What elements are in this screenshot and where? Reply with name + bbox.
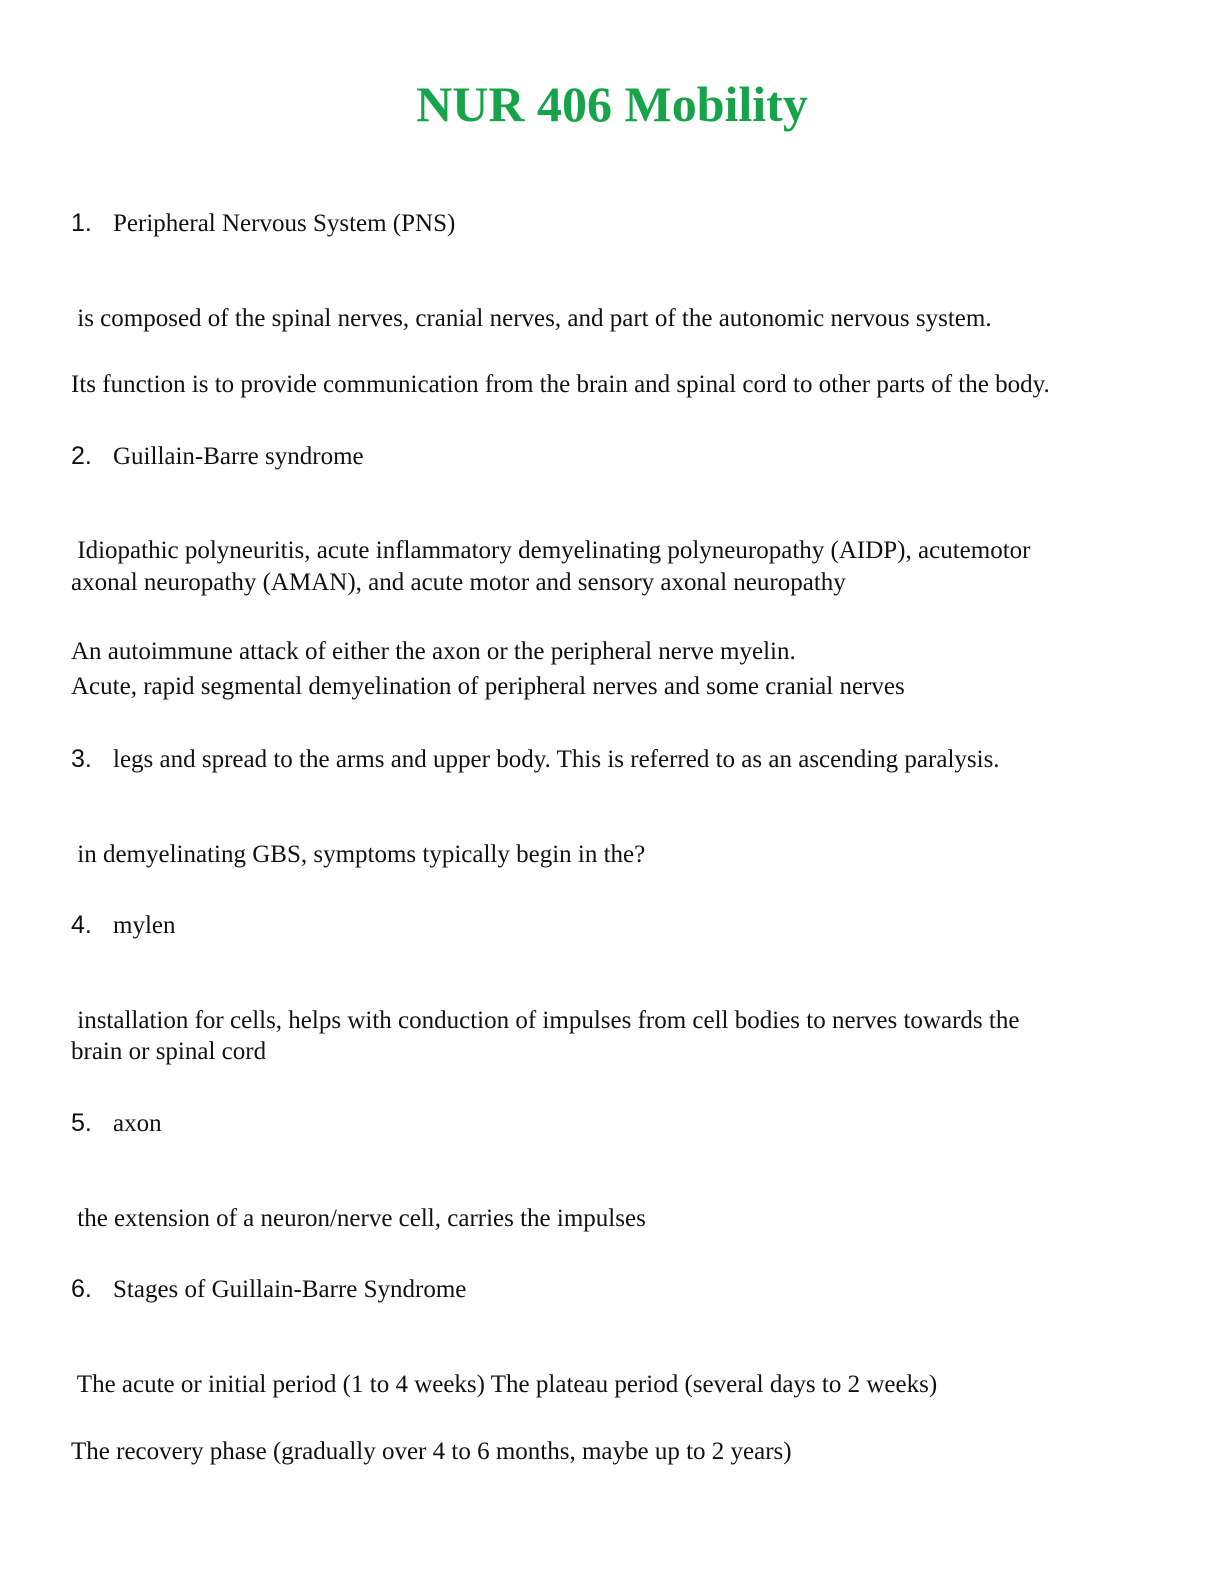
definition-line: The acute or initial period (1 to 4 weeks) The plateau period (several days to 2 weeks) [71, 1371, 938, 1398]
term-label: axon [113, 1110, 162, 1137]
term-number: 5. [71, 1109, 92, 1137]
term-5 [71, 1107, 162, 1140]
term-label: Guillain-Barre syndrome [113, 443, 364, 470]
term-label: Stages of Guillain-Barre Syndrome [113, 1276, 467, 1303]
definition-line: in demyelinating GBS, symptoms typically begin in the? [71, 841, 646, 868]
term-number: 4. [71, 911, 92, 939]
term-label: legs and spread to the arms and upper body. This is referred to as an ascending paralysis. [113, 746, 1000, 773]
term-3 [71, 743, 1000, 776]
definition-line: installation for cells, helps with conduction of impulses from cell bodies to nerves towards the [71, 1007, 1020, 1034]
definition-line: Idiopathic polyneuritis, acute inflammatory demyelinating polyneuropathy (AIDP), acutemotor [71, 537, 1031, 564]
definition-line: the extension of a neuron/nerve cell, carries the impulses [71, 1205, 646, 1232]
definition-line: Its function is to provide communication from the brain and spinal cord to other parts of the body. [71, 371, 1050, 398]
term-1 [71, 207, 455, 240]
definition-line: An autoimmune attack of either the axon or the peripheral nerve myelin. [71, 638, 796, 665]
term-number: 1. [71, 209, 92, 237]
definition-line: brain or spinal cord [71, 1038, 267, 1065]
definition-line: The recovery phase (gradually over 4 to 6 months, maybe up to 2 years) [71, 1438, 792, 1465]
term-4 [71, 909, 176, 942]
term-number: 3. [71, 745, 92, 773]
term-label: Peripheral Nervous System (PNS) [113, 210, 456, 237]
term-number: 6. [71, 1275, 92, 1303]
term-label: mylen [113, 912, 176, 939]
term-6 [71, 1273, 466, 1306]
page-title: NUR 406 Mobility [416, 76, 808, 132]
term-number: 2. [71, 442, 92, 470]
term-2 [71, 440, 364, 473]
definition-line: Acute, rapid segmental demyelination of peripheral nerves and some cranial nerves [71, 673, 905, 700]
definition-line: axonal neuropathy (AMAN), and acute motor and sensory axonal neuropathy [71, 569, 846, 596]
definition-line: is composed of the spinal nerves, cranial nerves, and part of the autonomic nervous system. [71, 305, 992, 332]
